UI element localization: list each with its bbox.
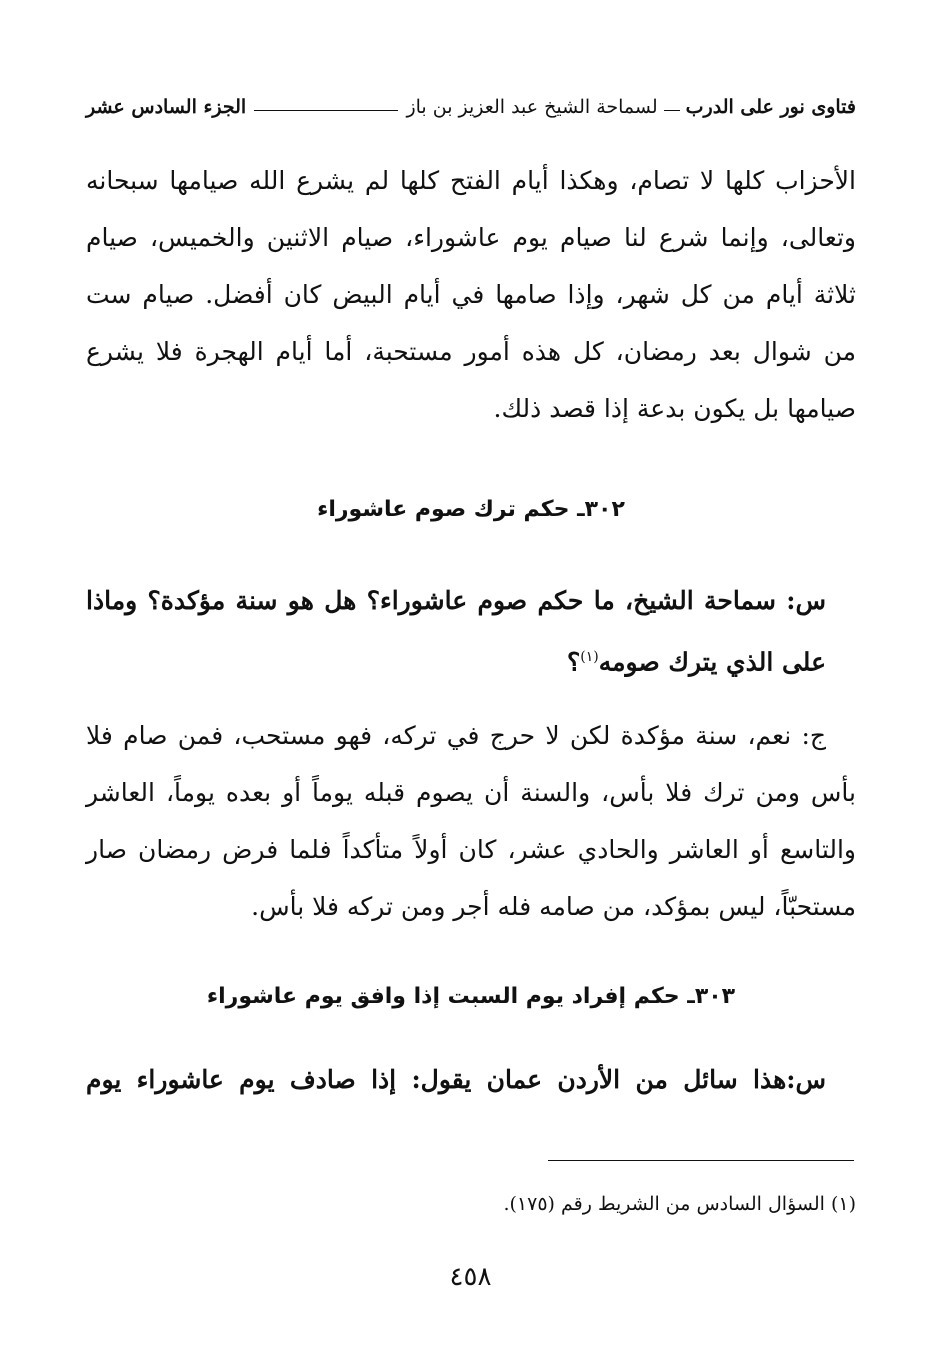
- paragraph-line: وتعالى، وإنما شرع لنا صيام يوم عاشوراء، صيام الاثنين والخميس، صيام: [86, 223, 856, 252]
- section-302-heading: ٣٠٢ـ حكم ترك صوم عاشوراء: [317, 497, 625, 522]
- answer-line: بأس ومن ترك فلا بأس، والسنة أن يصوم قبله يوماً أو بعده يوماً، العاشر: [86, 778, 856, 807]
- question-line: س:هذا سائل من الأردن عمان يقول: إذا صادف يوم عاشوراء يوم: [86, 1065, 826, 1094]
- header-book-title: فتاوى نور على الدرب: [685, 96, 856, 118]
- question-line-text: على الذي يترك صومه: [598, 647, 826, 677]
- running-header: [86, 96, 856, 118]
- paragraph-line: ثلاثة أيام من كل شهر، وإذا صامها في أيام البيض كان أفضل. صيام ست: [86, 280, 856, 309]
- question-mark: ؟: [567, 647, 581, 677]
- footnote-marker[interactable]: (١): [580, 649, 599, 665]
- paragraph-line: صيامها بل يكون بدعة إذا قصد ذلك.: [493, 394, 856, 423]
- footnote-separator: [548, 1160, 854, 1161]
- header-separator: [664, 110, 680, 111]
- header-author: لسماحة الشيخ عبد العزيز بن باز: [406, 96, 658, 118]
- paragraph-intro: [86, 152, 856, 437]
- footnote: (١) السؤال السادس من الشريط رقم (١٧٥).: [503, 1193, 856, 1215]
- section-302-answer: [86, 707, 856, 935]
- question-line-last: [86, 629, 856, 686]
- header-rule: [254, 110, 398, 111]
- header-volume: الجزء السادس عشر: [86, 96, 247, 118]
- answer-line: ج: نعم، سنة مؤكدة لكن لا حرج في تركه، فهو مستحب، فمن صام فلا: [86, 721, 826, 750]
- question-line: س: سماحة الشيخ، ما حكم صوم عاشوراء؟ هل هو سنة مؤكدة؟ وماذا: [86, 586, 826, 615]
- section-303-question: [86, 1051, 856, 1108]
- paragraph-line: الأحزاب كلها لا تصام، وهكذا أيام الفتح كلها لم يشرع الله صيامها سبحانه: [86, 166, 856, 195]
- answer-line: مستحبّاً، ليس بمؤكد، من صامه فله أجر ومن تركه فلا بأس.: [251, 892, 856, 921]
- page-number: ٤٥٨: [449, 1262, 492, 1292]
- section-303-heading: ٣٠٣ـ حكم إفراد يوم السبت إذا وافق يوم عاشوراء: [206, 984, 736, 1009]
- section-302-question: [86, 572, 856, 686]
- paragraph-line: من شوال بعد رمضان، كل هذه أمور مستحبة، أما أيام الهجرة فلا يشرع: [86, 337, 856, 366]
- answer-line: والتاسع أو العاشر والحادي عشر، كان أولاً متأكداً فلما فرض رمضان صار: [86, 835, 856, 864]
